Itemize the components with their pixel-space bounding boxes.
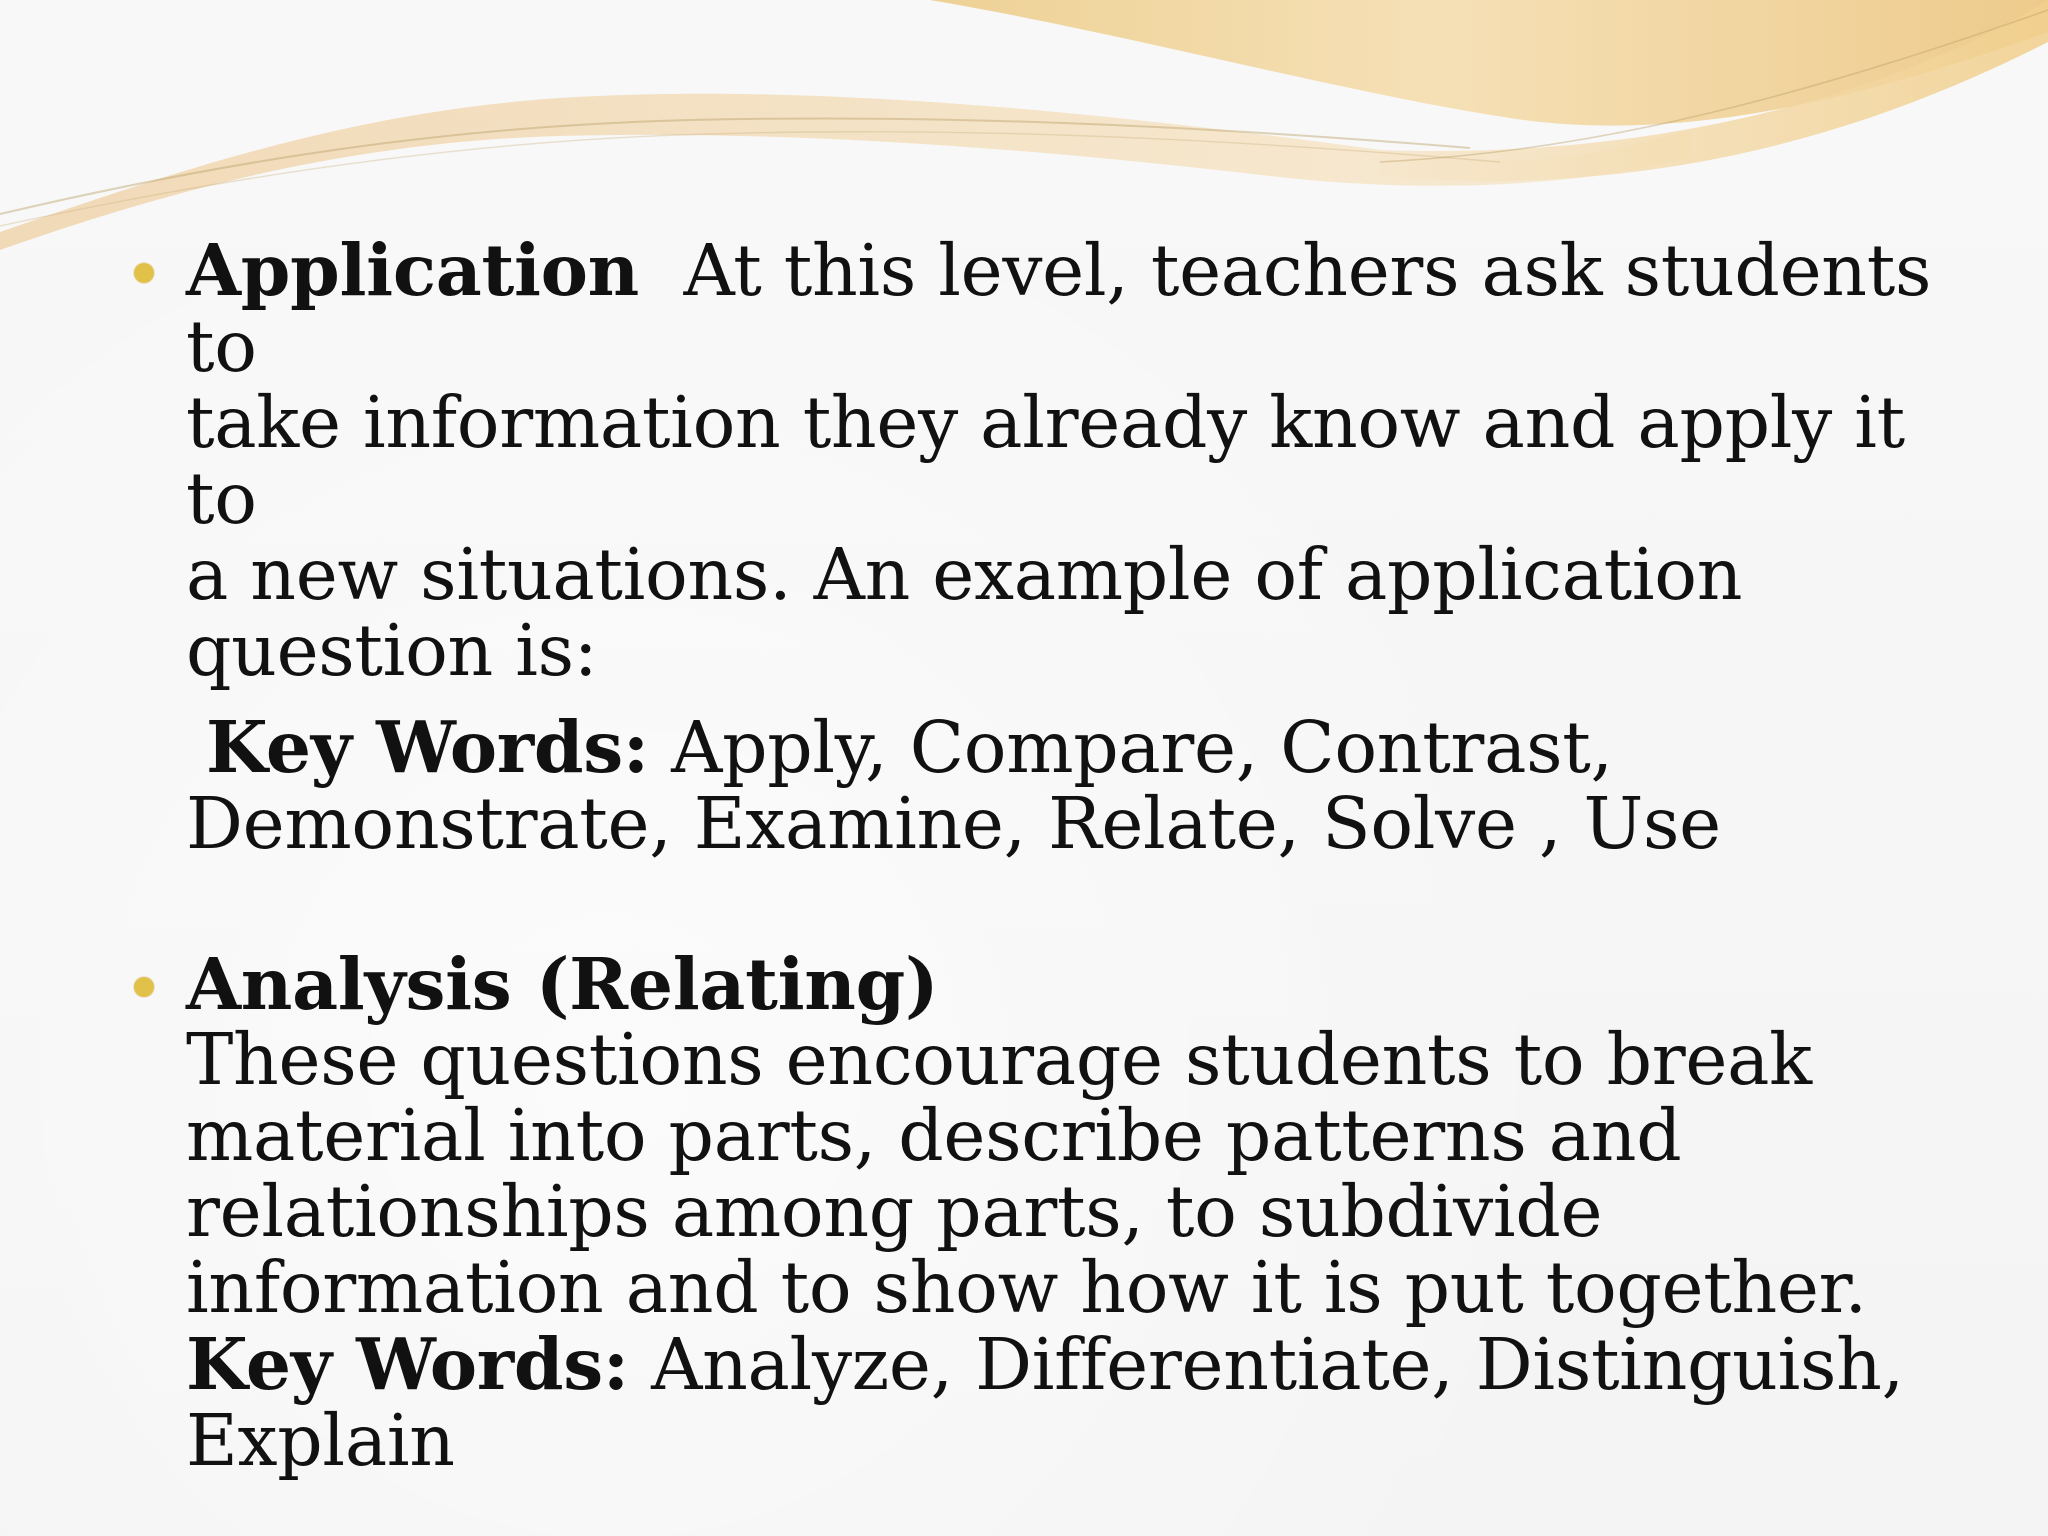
analysis-title: Analysis (Relating) — [186, 942, 939, 1026]
application-intro: At this level, teachers ask students to — [186, 229, 1932, 388]
analysis-key-words-label: Key Words: — [186, 1322, 629, 1406]
top-wave-band — [0, 0, 2048, 126]
analysis-line-3: relationships among parts, to subdivide — [186, 1170, 1603, 1253]
application-key-words-label: Key Words: — [206, 705, 649, 789]
section-gap — [186, 862, 1946, 946]
application-key-words-values-1: Apply, Compare, Contrast, — [671, 706, 1613, 789]
application-line-4: question is: — [186, 609, 598, 692]
bullet-dot-icon — [134, 977, 154, 997]
slide-header-decoration — [0, 0, 2048, 260]
application-first-line — [186, 228, 1946, 388]
application-title: Application — [186, 228, 639, 312]
application-key-words-spacer — [649, 706, 671, 789]
application-title-spacing — [639, 229, 684, 312]
analysis-line-2: material into parts, describe patterns and — [186, 1094, 1682, 1177]
bullet-dot-icon — [134, 263, 154, 283]
application-line-3: a new situations. An example of application — [186, 533, 1743, 616]
analysis-key-words-line-2: Explain — [186, 1399, 455, 1482]
application-line-2: take information they already know and apply it to — [186, 381, 1905, 540]
analysis-key-words-line-1 — [186, 1322, 1946, 1406]
analysis-line-1: These questions encourage students to break — [186, 1018, 1812, 1101]
analysis-bullet-item — [186, 942, 1946, 1482]
analysis-line-4: information and to show how it is put together. — [186, 1246, 1867, 1329]
application-key-words-line-1 — [186, 705, 1946, 789]
application-text — [186, 228, 1946, 865]
analysis-key-words-spacer — [629, 1323, 651, 1406]
application-key-words-line-2: Demonstrate, Examine, Relate, Solve , Use — [186, 782, 1721, 865]
application-bullet-item — [186, 228, 1946, 865]
analysis-key-words-values-1: Analyze, Differentiate, Distinguish, — [651, 1323, 1904, 1406]
slide-content — [186, 228, 1946, 1482]
analysis-text — [186, 942, 1946, 1482]
